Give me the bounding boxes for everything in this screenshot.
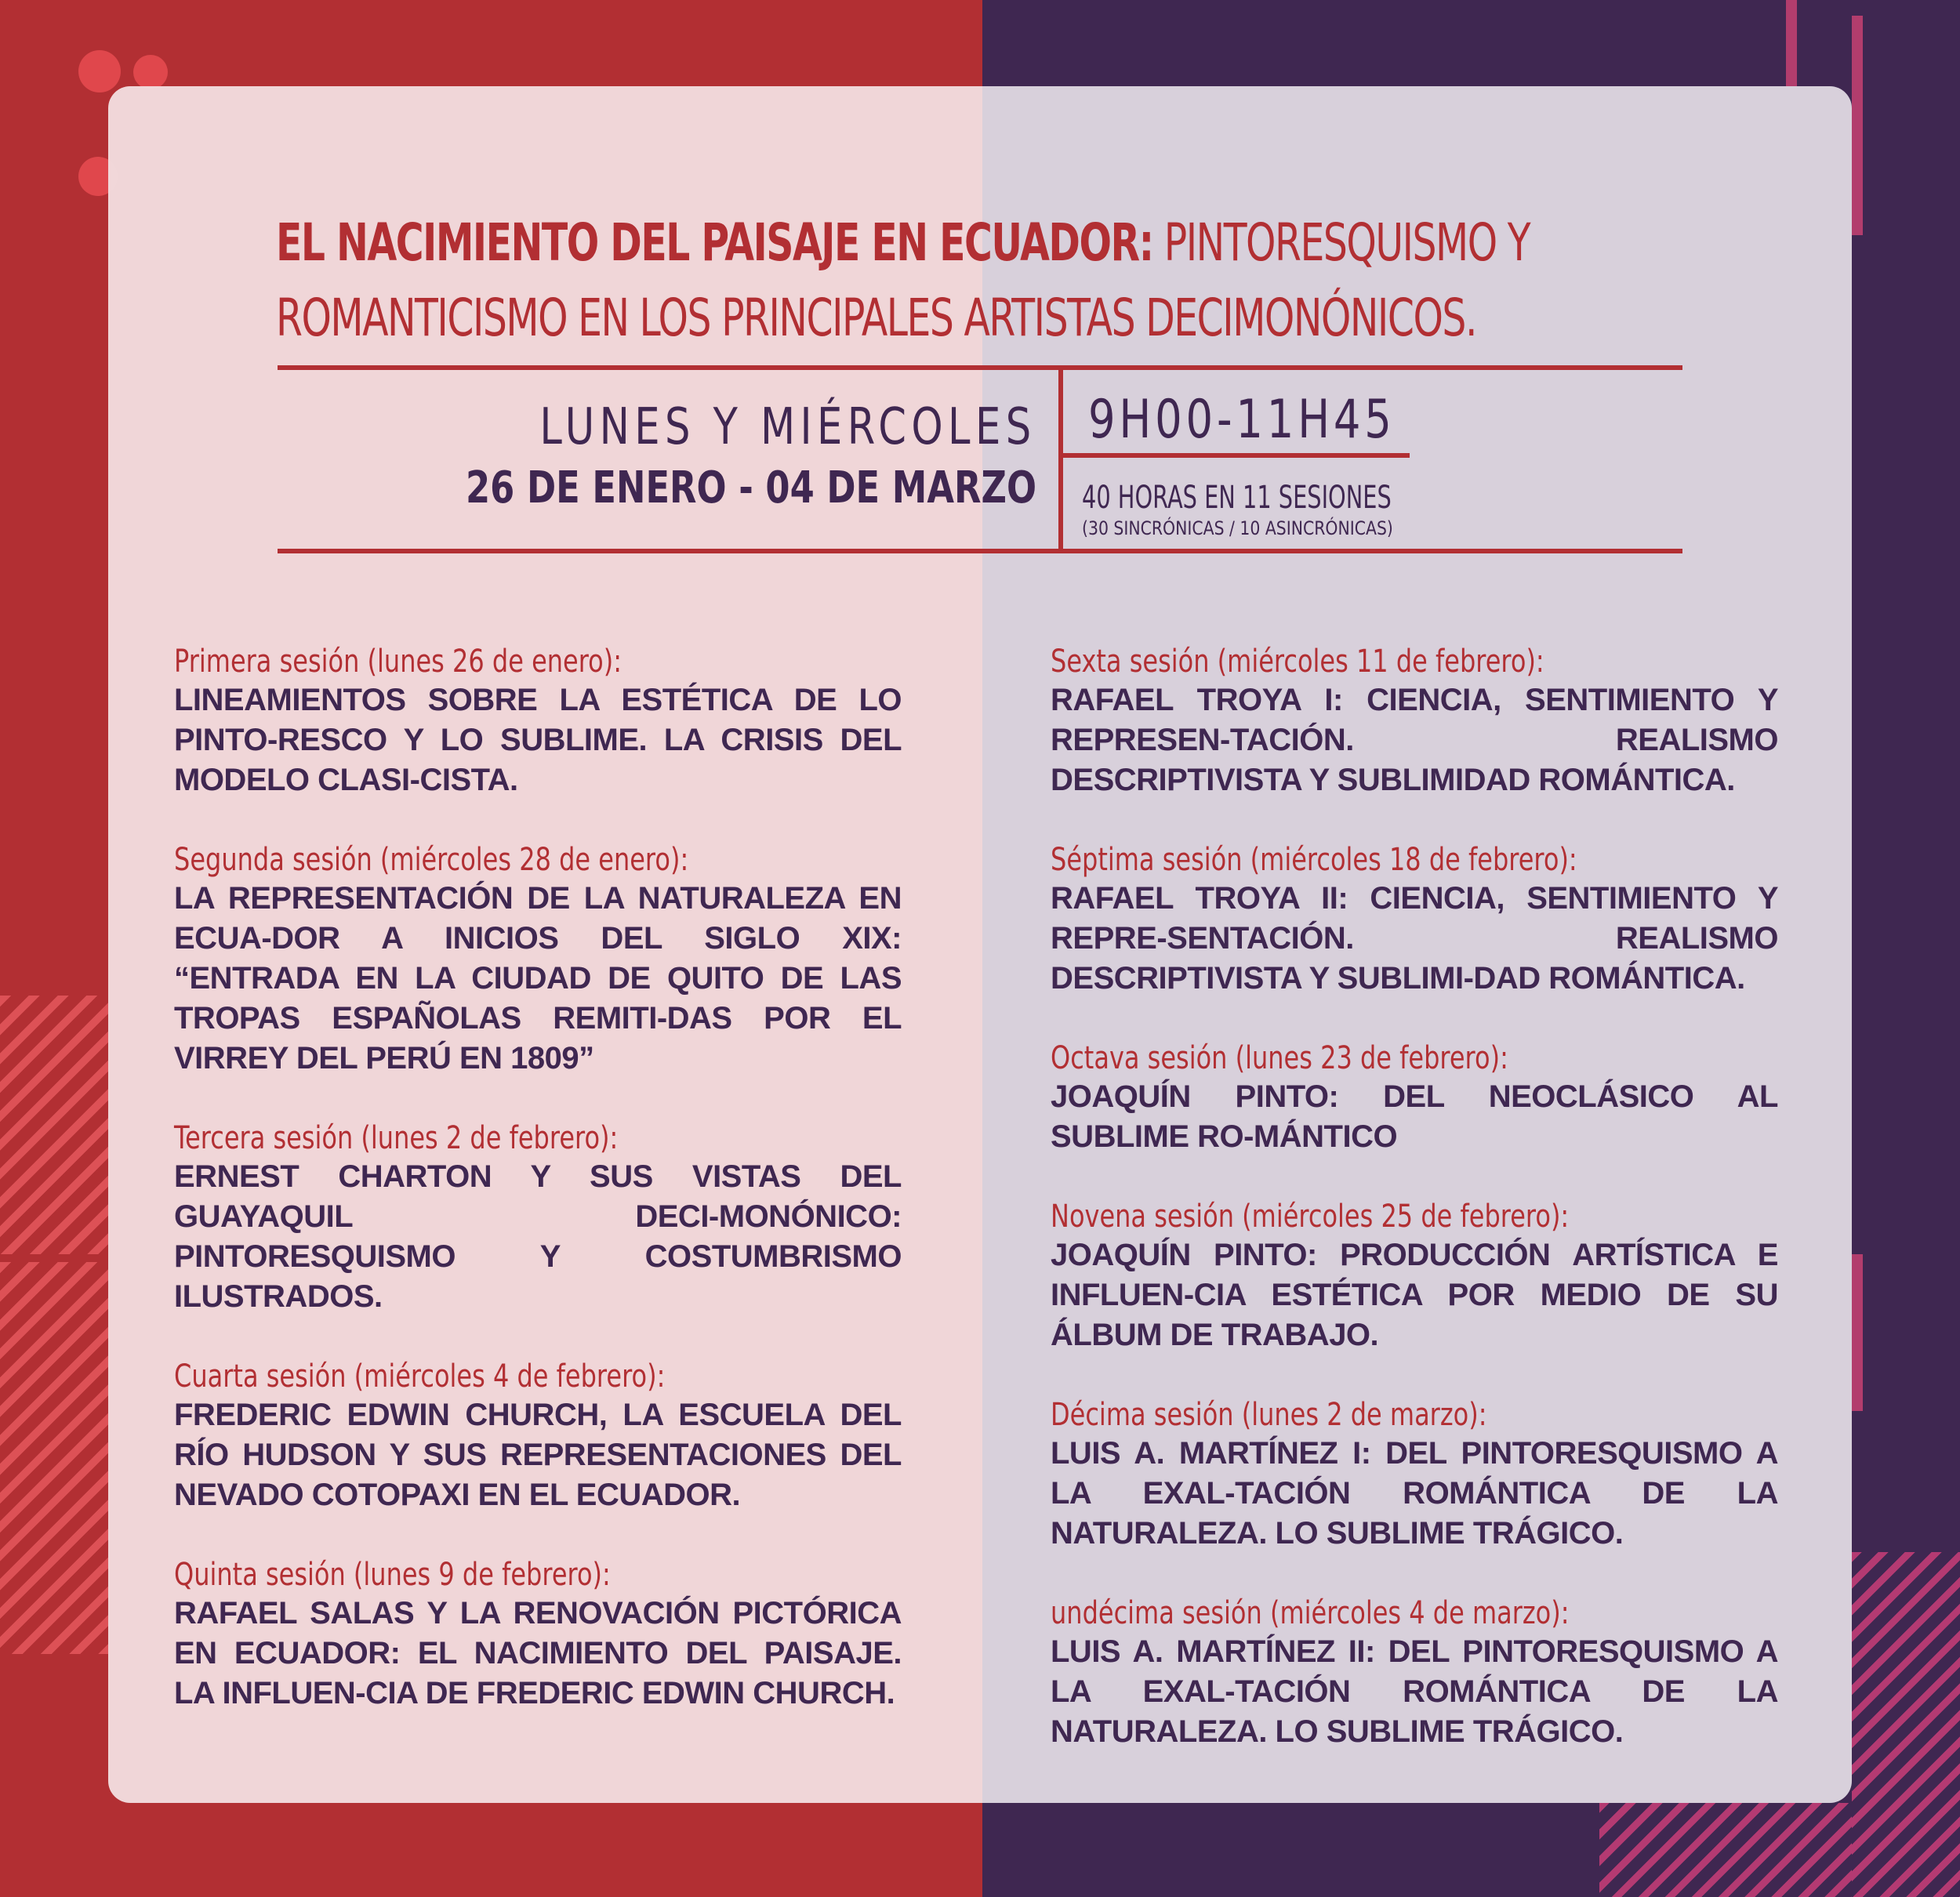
schedule-total: 40 HORAS EN 11 SESIONES — [1082, 480, 1392, 516]
session-6 — [1051, 643, 1778, 800]
session-label: Primera sesión (lunes 26 de enero): — [174, 644, 622, 680]
session-topic: RAFAEL TROYA II: CIENCIA, SENTIMIENTO Y REPRE-SENTACIÓN. REALISMO DESCRIPTIVISTA Y SUBLIMI-DAD ROMÁNTICA. — [1051, 881, 1778, 996]
divider-top — [278, 365, 1682, 370]
session-topic: JOAQUÍN PINTO: DEL NEOCLÁSICO AL SUBLIME RO-MÁNTICO — [1051, 1079, 1778, 1154]
session-topic: LA REPRESENTACIÓN DE LA NATURALEZA EN ECUA-DOR A INICIOS DEL SIGLO XIX: “ENTRADA EN LA CIUDAD DE QUITO DE LAS TROPAS ESPAÑOLAS REMITI-DAS POR EL VIRREY DEL PERÚ EN 1809” — [174, 881, 902, 1075]
session-topic: RAFAEL TROYA I: CIENCIA, SENTIMIENTO Y REPRESEN-TACIÓN. REALISMO DESCRIPTIVISTA Y SUBLIMIDAD ROMÁNTICA. — [1051, 683, 1778, 797]
decor-dot — [133, 55, 168, 89]
decor-bar — [1786, 0, 1797, 86]
session-10 — [1051, 1396, 1778, 1554]
divider-hours — [1063, 453, 1410, 458]
session-7 — [1051, 841, 1778, 999]
decor-bar — [1852, 16, 1863, 235]
session-9 — [1051, 1198, 1778, 1355]
session-topic: LUIS A. MARTÍNEZ I: DEL PINTORESQUISMO A LA EXAL-TACIÓN ROMÁNTICA DE LA NATURALEZA. LO SUBLIME TRÁGICO. — [1051, 1436, 1778, 1551]
session-topic: JOAQUÍN PINTO: PRODUCCIÓN ARTÍSTICA E INFLUEN-CIA ESTÉTICA POR MEDIO DE SU ÁLBUM DE TRABAJO. — [1051, 1238, 1778, 1352]
course-title — [276, 205, 1530, 356]
divider-vertical — [1058, 365, 1063, 553]
session-8 — [1051, 1039, 1778, 1157]
session-label: Tercera sesión (lunes 2 de febrero): — [174, 1120, 619, 1156]
sessions-left-column — [174, 643, 902, 1754]
schedule-split: (30 SINCRÓNICAS / 10 ASINCRÓNICAS) — [1082, 517, 1393, 539]
title-line-1 — [276, 205, 1530, 281]
session-1 — [174, 643, 902, 800]
decor-stripes — [1852, 1552, 1960, 1897]
session-5 — [174, 1556, 902, 1714]
session-label: Sexta sesión (miércoles 11 de febrero): — [1051, 644, 1544, 680]
session-label: Segunda sesión (miércoles 28 de enero): — [174, 842, 689, 878]
session-topic: FREDERIC EDWIN CHURCH, LA ESCUELA DEL RÍO HUDSON Y SUS REPRESENTACIONES DEL NEVADO COTOPAXI EN EL ECUADOR. — [174, 1398, 902, 1512]
divider-bottom — [278, 549, 1682, 553]
decor-bar — [1852, 1254, 1863, 1411]
title-line-2: ROMANTICISMO EN LOS PRINCIPALES ARTISTAS DECIMONÓNICOS. — [276, 288, 1476, 348]
session-label: undécima sesión (miércoles 4 de marzo): — [1051, 1595, 1570, 1631]
session-3 — [174, 1119, 902, 1317]
session-label: Cuarta sesión (miércoles 4 de febrero): — [174, 1358, 666, 1395]
session-label: Quinta sesión (lunes 9 de febrero): — [174, 1557, 611, 1593]
sessions-right-column — [1051, 643, 1778, 1793]
session-topic: RAFAEL SALAS Y LA RENOVACIÓN PICTÓRICA EN ECUADOR: EL NACIMIENTO DEL PAISAJE. LA INFLUEN-CIA DE FREDERIC EDWIN CHURCH. — [174, 1596, 902, 1710]
title-bold: EL NACIMIENTO DEL PAISAJE EN ECUADOR: — [276, 212, 1153, 273]
session-label: Octava sesión (lunes 23 de febrero): — [1051, 1040, 1508, 1076]
session-label: Novena sesión (miércoles 25 de febrero): — [1051, 1199, 1570, 1235]
decor-stripes — [1599, 1803, 1852, 1897]
decor-stripes — [0, 1262, 108, 1654]
schedule-days: LUNES Y MIÉRCOLES — [539, 398, 1036, 456]
session-label: Séptima sesión (miércoles 18 de febrero): — [1051, 842, 1577, 878]
session-label: Décima sesión (lunes 2 de marzo): — [1051, 1397, 1487, 1433]
schedule-dates: 26 DE ENERO - 04 DE MARZO — [465, 462, 1036, 513]
session-topic: ERNEST CHARTON Y SUS VISTAS DEL GUAYAQUIL DECI-MONÓNICO: PINTORESQUISMO Y COSTUMBRISMO ILUSTRADOS. — [174, 1159, 902, 1314]
schedule-hours: 9H00-11H45 — [1088, 389, 1396, 451]
session-11 — [1051, 1594, 1778, 1752]
title-light: PINTORESQUISMO Y — [1152, 212, 1530, 273]
session-topic: LUIS A. MARTÍNEZ II: DEL PINTORESQUISMO A LA EXAL-TACIÓN ROMÁNTICA DE LA NATURALEZA. LO SUBLIME TRÁGICO. — [1051, 1634, 1778, 1749]
session-2 — [174, 841, 902, 1079]
session-4 — [174, 1358, 902, 1515]
decor-stripes — [0, 996, 108, 1254]
session-topic: LINEAMIENTOS SOBRE LA ESTÉTICA DE LO PINTO-RESCO Y LO SUBLIME. LA CRISIS DEL MODELO CLASI-CISTA. — [174, 683, 902, 797]
